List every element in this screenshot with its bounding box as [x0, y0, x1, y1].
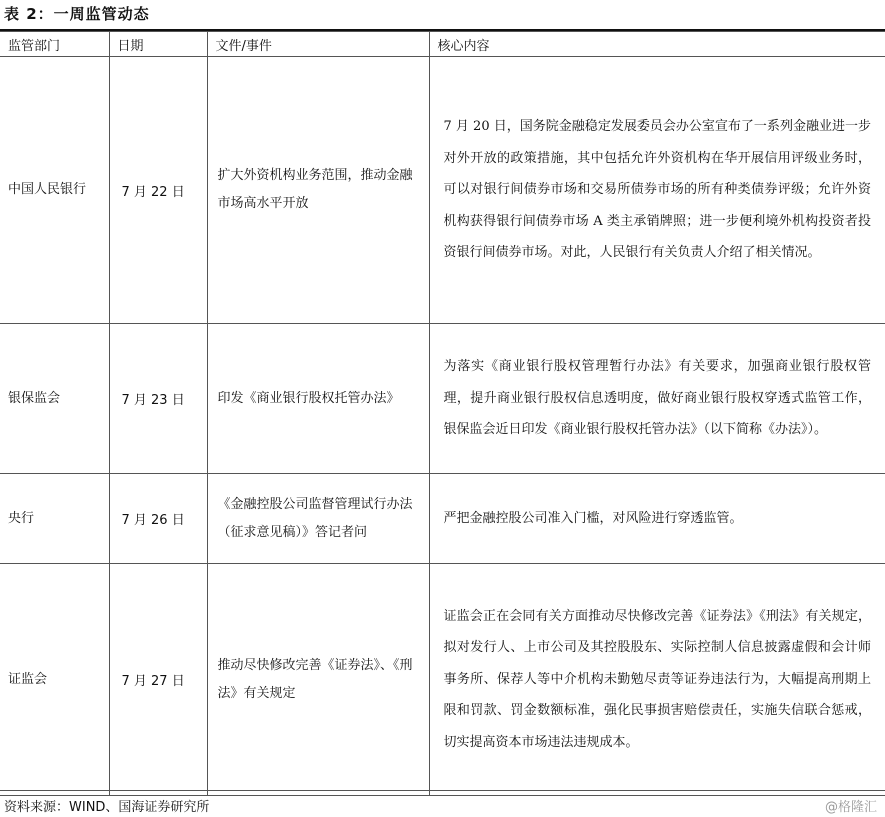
cell-date: 7 月 26 日 — [109, 474, 207, 564]
table-row — [0, 57, 885, 324]
cell-core: 严把金融控股公司准入门槛，对风险进行穿透监管。 — [429, 474, 885, 564]
cell-date: 7 月 23 日 — [109, 324, 207, 474]
regulation-table — [0, 31, 885, 796]
table-row — [0, 474, 885, 564]
table-title: 表 2：一周监管动态 — [4, 5, 150, 23]
header-dept: 监管部门 — [0, 32, 109, 57]
cell-date: 7 月 27 日 — [109, 564, 207, 796]
cell-event: 《金融控股公司监督管理试行办法（征求意见稿）》答记者问 — [207, 474, 429, 564]
header-core: 核心内容 — [429, 32, 885, 57]
source-note: 资料来源：WIND、国海证券研究所 — [4, 800, 210, 815]
table-row — [0, 324, 885, 474]
cell-dept: 银保监会 — [0, 324, 109, 474]
cell-dept: 央行 — [0, 474, 109, 564]
cell-event: 扩大外资机构业务范围，推动金融市场高水平开放 — [207, 57, 429, 324]
header-date: 日期 — [109, 32, 207, 57]
table-header-row — [0, 32, 885, 57]
header-event: 文件/事件 — [207, 32, 429, 57]
cell-event: 推动尽快修改完善《证券法》、《刑法》有关规定 — [207, 564, 429, 796]
cell-core: 证监会正在会同有关方面推动尽快修改完善《证券法》《刑法》有关规定，拟对发行人、上市公司及其控股股东、实际控制人信息披露虚假和会计师事务所、保荐人等中介机构未勤勉尽责等证券违法行为，大幅提高刑期上限和罚款、罚金数额标准，强化民事损害赔偿责任，实施失信联合惩戒，切实提高资本市场违法违规成本。 — [429, 564, 885, 796]
cell-dept: 中国人民银行 — [0, 57, 109, 324]
watermark: @格隆汇 — [824, 800, 877, 815]
bottom-rule — [0, 790, 885, 791]
table-row — [0, 564, 885, 796]
cell-event: 印发《商业银行股权托管办法》 — [207, 324, 429, 474]
cell-date: 7 月 22 日 — [109, 57, 207, 324]
cell-dept: 证监会 — [0, 564, 109, 796]
cell-core: 为落实《商业银行股权管理暂行办法》有关要求，加强商业银行股权管理，提升商业银行股权信息透明度，做好商业银行股权穿透式监管工作，银保监会近日印发《商业银行股权托管办法》（以下简称《办法》）。 — [429, 324, 885, 474]
cell-core: 7 月 20 日，国务院金融稳定发展委员会办公室宣布了一系列金融业进一步对外开放的政策措施，其中包括允许外资机构在华开展信用评级业务时，可以对银行间债券市场和交易所债券市场的所有种类债券评级；允许外资机构获得银行间债券市场 A 类主承销牌照；进一步便利境外机构投资者投资银行间债券市场。对此，人民银行有关负责人介绍了相关情况。 — [429, 57, 885, 324]
